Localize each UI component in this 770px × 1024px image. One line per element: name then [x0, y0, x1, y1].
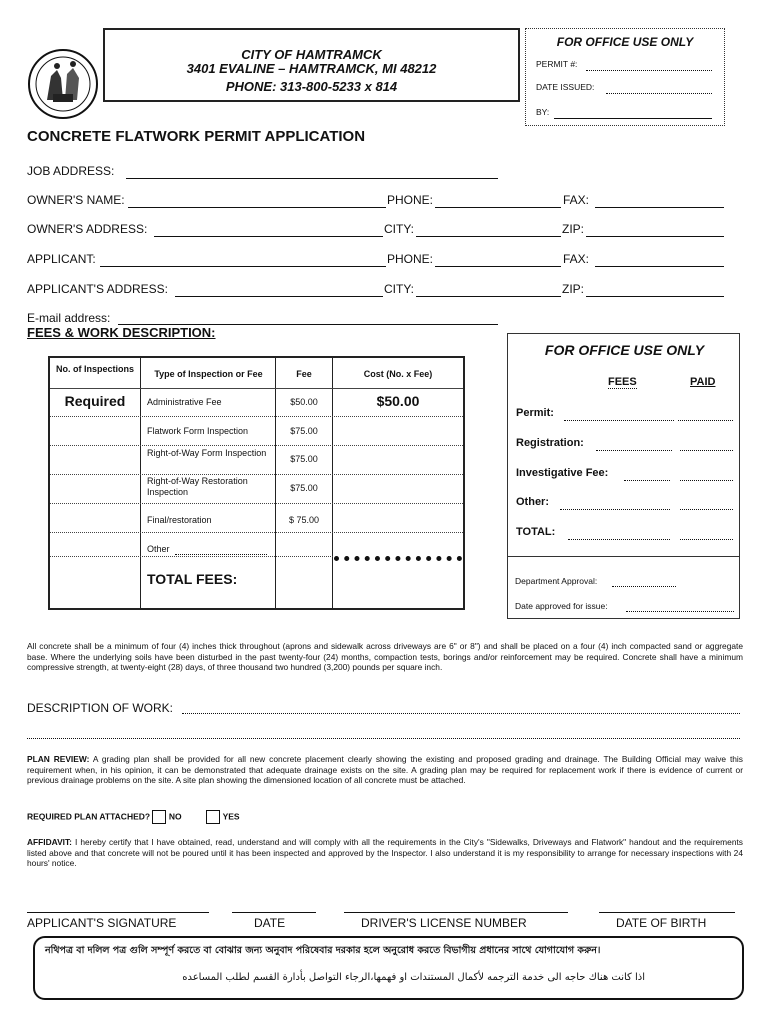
- translation-notice-box: [33, 936, 744, 1000]
- fees-section-title: FEES & WORK DESCRIPTION:: [27, 325, 216, 340]
- office-total-fee-field[interactable]: [568, 539, 670, 540]
- total-fees-label: TOTAL FEES:: [147, 571, 238, 587]
- applicant-zip-input[interactable]: [586, 296, 724, 297]
- issued-by-label: BY:: [536, 107, 550, 117]
- header-cost: Cost (No. x Fee): [363, 369, 433, 379]
- drivers-license-label: DRIVER'S LICENSE NUMBER: [361, 916, 527, 930]
- row-0-cost: $50.00: [376, 393, 420, 409]
- office-total-paid-field[interactable]: [680, 539, 733, 540]
- row-4-type: Final/restoration: [147, 515, 212, 525]
- row-1-fee: $75.00: [290, 426, 318, 436]
- city-phone: PHONE: 313-800-5233 x 814: [225, 79, 398, 94]
- header-fee: Fee: [296, 369, 312, 379]
- owner-city-label: CITY:: [384, 222, 415, 236]
- row-4-fee: $ 75.00: [288, 515, 320, 525]
- applicant-city-label: CITY:: [384, 282, 415, 296]
- plan-attached-yes-label: YES: [222, 811, 240, 822]
- concrete-requirements-text: All concrete shall be a minimum of four (4) inches thick throughout (aprons and sidewalk across driveways are 6" or 8") and shall be placed on a four (4) inch compacted sand or aggregate base. Where the underlying soils have been disturbed in the past twenty-four (24) months, compaction tests, borings and/or reinforcement may be required. Concrete shall have a minimum compressive strength, at twenty-eight (28) days, of three thousand two hundred (3,200) pounds per square inch.: [27, 641, 743, 672]
- office-other-fee-field[interactable]: [560, 509, 670, 510]
- date-of-birth-label: DATE OF BIRTH: [616, 916, 707, 930]
- row-3-type: Right-of-Way Restoration Inspection: [147, 476, 248, 497]
- office-use-top-title: FOR OFFICE USE ONLY: [556, 35, 694, 49]
- office-total-label: TOTAL:: [516, 526, 556, 538]
- row-0-type: Administrative Fee: [147, 397, 222, 407]
- email-label: E-mail address:: [27, 311, 111, 325]
- office-other-label: Other:: [516, 496, 549, 508]
- date-line[interactable]: [232, 912, 316, 913]
- notice-bengali: নথিপত্র বা দলিল পত্র গুলি সম্পূর্ণ করতে বা বোঝার জন্য অনুবাদ পরিষেবার দরকার হলে অনুরোধ করতে বিভাগীয় প্রধানের সাথে যোগাযোগ করুন।: [45, 945, 601, 956]
- row-2-type: Right-of-Way Form Inspection: [147, 448, 267, 458]
- notice-arabic: اذا كانت هناك حاجه الى خدمة الترجمه لأكمال المستندات او فهمها،الرجاء التواصل بأدارة القسم لطلب المساعده: [182, 972, 645, 983]
- applicant-phone-input[interactable]: [435, 266, 561, 267]
- plan-review-body: A grading plan shall be provided for all new concrete placement clearly showing the existing and proposed grading and drainage. The Building Official may waive this requirement when, in his opinion, it can be demonstrated that adequate drainage exists on the site. A grading plan may be required for replacement work if there is evidence of current or previous drainage problems on the site. A site plan showing the dimensioned location of all concrete must be attached.: [27, 754, 743, 785]
- paid-column-header: PAID: [690, 376, 716, 388]
- owner-fax-label: FAX:: [563, 193, 590, 207]
- date-of-birth-line[interactable]: [599, 912, 735, 913]
- plan-review-text: [27, 754, 743, 786]
- cost-dotted-divider: [334, 556, 462, 561]
- plan-review-label: PLAN REVIEW:: [27, 754, 90, 764]
- plan-attached-no-checkbox[interactable]: [152, 810, 166, 824]
- owner-city-input[interactable]: [416, 236, 561, 237]
- department-approval-field[interactable]: [612, 586, 676, 587]
- fees-table: [48, 356, 465, 610]
- fees-column-header: FEES: [608, 376, 637, 388]
- department-approval-label: Department Approval:: [515, 576, 598, 586]
- office-investigative-paid-field[interactable]: [680, 480, 733, 481]
- applicants-address-label: APPLICANT'S ADDRESS:: [27, 282, 168, 296]
- applicant-signature-label: APPLICANT'S SIGNATURE: [27, 916, 177, 930]
- city-header-box: [103, 28, 520, 102]
- affidavit-text: [27, 837, 743, 869]
- applicant-city-input[interactable]: [416, 296, 561, 297]
- applicant-fax-input[interactable]: [595, 266, 724, 267]
- approval-box: [507, 557, 740, 619]
- owners-name-input[interactable]: [128, 207, 386, 208]
- office-use-top-box: [525, 28, 725, 126]
- permit-number-label: PERMIT #:: [536, 59, 578, 69]
- office-investigative-label: Investigative Fee:: [516, 467, 609, 479]
- affidavit-body: I hereby certify that I have obtained, read, understand and will comply with all the requirements in the City's "Sidewalks, Driveways and Flatwork" handout and the requirements listed above and that concrete will not be poured until it has been inspected and approved by the Inspector. I also understand it is my responsibility to arrange for necessary inspections with 24 hours' notice.: [27, 837, 743, 868]
- owner-fax-input[interactable]: [595, 207, 724, 208]
- applicant-fax-label: FAX:: [563, 252, 590, 266]
- owner-zip-label: ZIP:: [562, 222, 585, 236]
- owner-zip-input[interactable]: [586, 236, 724, 237]
- applicant-phone-label: PHONE:: [387, 252, 434, 266]
- row-3-fee: $75.00: [290, 483, 318, 493]
- applicants-address-input[interactable]: [175, 296, 383, 297]
- drivers-license-line[interactable]: [344, 912, 568, 913]
- owners-address-input[interactable]: [154, 236, 383, 237]
- office-registration-label: Registration:: [516, 437, 584, 449]
- plan-attached-no-label: NO: [168, 811, 182, 822]
- description-input-line-2[interactable]: [27, 738, 740, 739]
- office-permit-paid-field[interactable]: [678, 420, 733, 421]
- job-address-input[interactable]: [126, 178, 498, 179]
- owners-name-label: OWNER'S NAME:: [27, 193, 125, 207]
- plan-attached-yes-checkbox[interactable]: [206, 810, 220, 824]
- office-permit-label: Permit:: [516, 407, 554, 419]
- city-name: CITY OF HAMTRAMCK: [241, 47, 382, 62]
- owner-phone-input[interactable]: [435, 207, 561, 208]
- applicant-label: APPLICANT:: [27, 252, 96, 266]
- other-fee-input[interactable]: [175, 554, 267, 555]
- applicant-signature-line[interactable]: [27, 912, 209, 913]
- date-label: DATE: [254, 916, 286, 930]
- city-address: 3401 EVALINE – HAMTRAMCK, MI 48212: [186, 61, 437, 76]
- office-registration-fee-field[interactable]: [596, 450, 672, 451]
- row-1-type: Flatwork Form Inspection: [147, 426, 249, 436]
- row-2-fee: $75.00: [290, 454, 318, 464]
- owners-address-label: OWNER'S ADDRESS:: [27, 222, 148, 236]
- office-other-paid-field[interactable]: [680, 509, 733, 510]
- row-0-fee: $50.00: [290, 397, 318, 407]
- description-input[interactable]: [182, 713, 740, 714]
- plan-attached-label: REQUIRED PLAN ATTACHED?: [27, 811, 151, 822]
- date-approved-field[interactable]: [626, 611, 734, 612]
- row-5-type: Other: [147, 544, 170, 554]
- office-use-right-box: [507, 333, 740, 557]
- form-title: CONCRETE FLATWORK PERMIT APPLICATION: [27, 128, 366, 145]
- date-approved-label: Date approved for issue:: [515, 601, 608, 611]
- office-use-right-title: FOR OFFICE USE ONLY: [544, 342, 705, 358]
- date-issued-field[interactable]: [606, 92, 712, 94]
- date-issued-label: DATE ISSUED:: [536, 82, 595, 92]
- header-type: Type of Inspection or Fee: [154, 369, 263, 379]
- affidavit-label: AFFIDAVIT:: [27, 837, 72, 847]
- applicant-zip-label: ZIP:: [562, 282, 585, 296]
- header-no-inspections: No. of Inspections: [55, 364, 134, 374]
- issued-by-field[interactable]: [554, 117, 712, 119]
- office-registration-paid-field[interactable]: [680, 450, 733, 451]
- city-seal-icon: [27, 48, 99, 120]
- required-label: Required: [64, 393, 126, 409]
- applicant-input[interactable]: [100, 266, 386, 267]
- description-label: DESCRIPTION OF WORK:: [27, 701, 174, 715]
- owner-phone-label: PHONE:: [387, 193, 434, 207]
- office-permit-fee-field[interactable]: [564, 420, 674, 421]
- office-investigative-fee-field[interactable]: [624, 480, 670, 481]
- permit-number-field[interactable]: [586, 69, 712, 71]
- job-address-label: JOB ADDRESS:: [27, 164, 115, 178]
- plan-attached-row: [27, 810, 240, 824]
